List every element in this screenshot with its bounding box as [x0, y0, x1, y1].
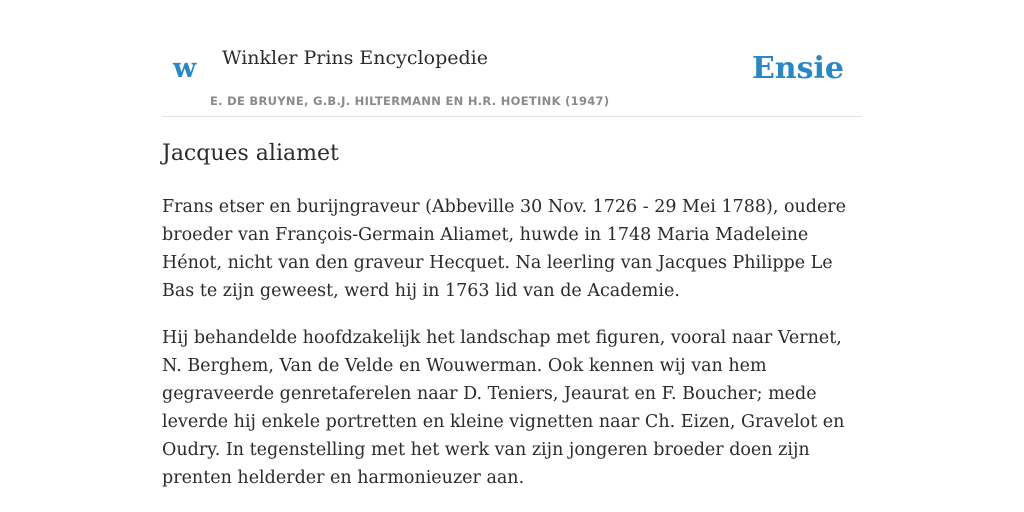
- publication-logo-icon[interactable]: w: [173, 53, 197, 84]
- publication-authors: E. DE BRUYNE, G.B.J. HILTERMANN EN H.R. HOETINK (1947): [210, 94, 610, 108]
- article: [162, 138, 862, 492]
- page-header: [162, 0, 862, 117]
- article-paragraph-2: Hij behandelde hoofdzakelijk het landschap met figuren, vooral naar Vernet, N. Berghem, Van de Velde en Wouwerman. Ook kennen wij van hem gegraveerde genretaferelen naar D. Teniers, Jeaurat en F. Boucher; mede leverde hij enkele portretten en kleine vignetten naar Ch. Eizen, Gravelot en Oudry. In tegenstelling met het werk van zijn jongeren broeder doen zijn prenten helderder en harmonieuzer aan.: [162, 328, 845, 488]
- article-title: Jacques aliamet: [162, 141, 339, 166]
- article-paragraph-1: Frans etser en burijngraveur (Abbeville 30 Nov. 1726 - 29 Mei 1788), oudere broeder van François-Germain Aliamet, huwde in 1748 Maria Madeleine Hénot, nicht van den graveur Hecquet. Na leerling van Jacques Philippe Le Bas te zijn geweest, werd hij in 1763 lid van de Academie.: [162, 197, 847, 301]
- publication-title[interactable]: Winkler Prins Encyclopedie: [222, 47, 488, 69]
- brand-logo[interactable]: Ensie: [751, 51, 844, 86]
